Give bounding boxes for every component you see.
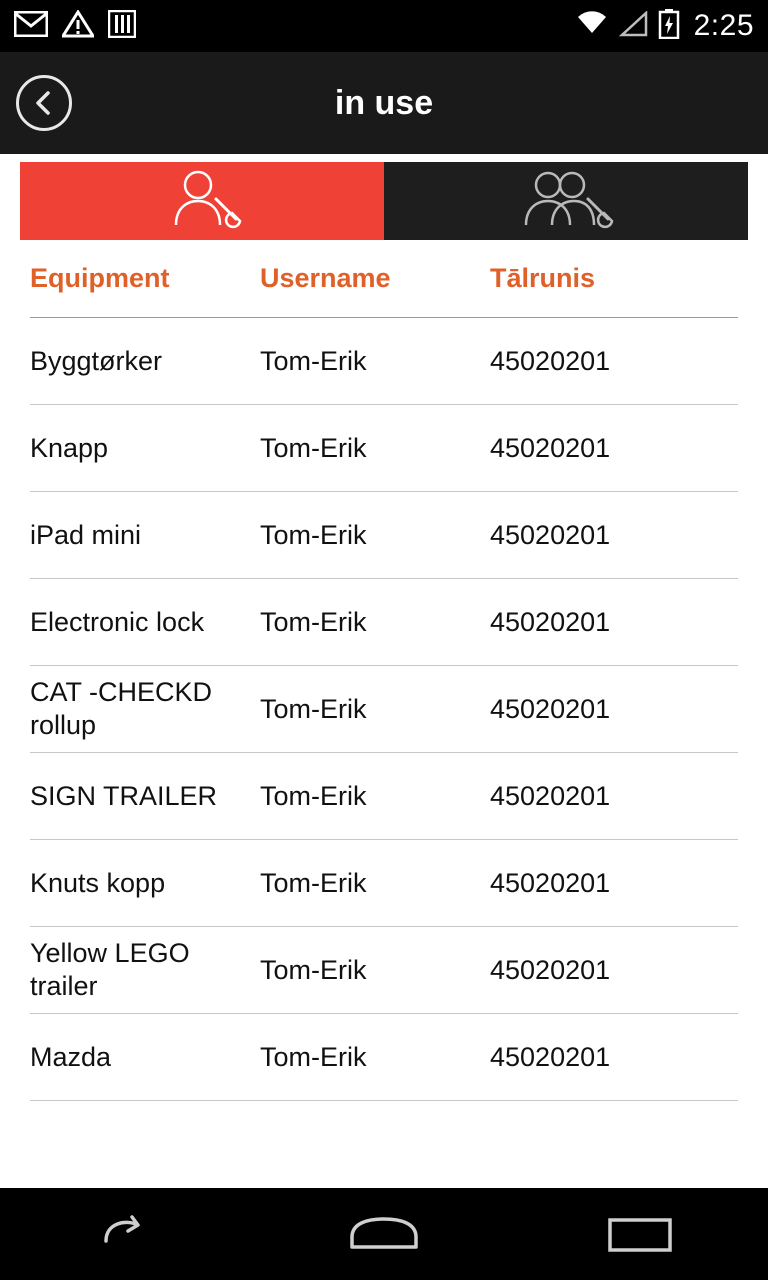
cell-username: Tom-Erik [260,519,367,550]
table-row[interactable] [30,927,738,1014]
column-header-equipment: Equipment [30,263,170,294]
cell-username: Tom-Erik [260,606,367,637]
android-navigation-bar [0,1188,768,1280]
cell-username: Tom-Erik [260,693,367,724]
android-back-icon[interactable] [68,1199,188,1269]
cell-username: Tom-Erik [260,1041,367,1072]
cell-phone: 45020201 [490,432,611,463]
cell-phone: 45020201 [490,345,611,376]
cell-equipment: Yellow LEGO trailer [30,938,190,1001]
table-row[interactable] [30,753,738,840]
cell-username: Tom-Erik [260,954,367,985]
tab-bar [0,154,768,240]
column-header-username: Username [260,263,391,294]
cell-phone: 45020201 [490,780,611,811]
cell-equipment: CAT -CHECKD rollup [30,677,213,740]
cell-equipment: Knapp [30,432,109,463]
mail-icon [14,11,48,42]
android-home-icon[interactable] [324,1199,444,1269]
bars-icon [108,10,136,43]
action-bar [0,52,768,154]
cell-phone: 45020201 [490,519,611,550]
single-person-wrench-icon [158,169,246,234]
cell-phone: 45020201 [490,1041,611,1072]
cell-equipment: Electronic lock [30,606,205,637]
table-row[interactable] [30,840,738,927]
android-recents-icon[interactable] [580,1199,700,1269]
battery-icon [658,9,680,44]
cell-username: Tom-Erik [260,432,367,463]
column-header-phone: Tālrunis [490,263,596,294]
status-bar [0,0,768,52]
status-bar-right-icons [576,9,754,44]
wifi-icon [576,11,608,42]
cell-phone: 45020201 [490,954,611,985]
cell-equipment: SIGN TRAILER [30,780,218,811]
cell-equipment: Mazda [30,1041,112,1072]
cell-equipment: Byggtørker [30,345,163,376]
warning-icon [62,10,94,43]
table-row[interactable] [30,405,738,492]
table-row[interactable] [30,318,738,405]
table-row[interactable] [30,666,738,753]
page-title: in use [334,83,434,122]
cell-phone: 45020201 [490,606,611,637]
cell-phone: 45020201 [490,693,611,724]
tab-group-users[interactable] [384,162,748,240]
table-row[interactable] [30,579,738,666]
tab-single-user[interactable] [20,162,384,240]
cell-phone: 45020201 [490,867,611,898]
cell-equipment: iPad mini [30,519,142,550]
table-row[interactable] [30,492,738,579]
status-time: 2:25 [693,9,754,42]
cell-username: Tom-Erik [260,345,367,376]
equipment-table [0,240,768,1101]
cell-username: Tom-Erik [260,867,367,898]
table-header-row [30,240,738,318]
group-people-wrench-icon [514,169,618,234]
table-row[interactable] [30,1014,738,1101]
cell-username: Tom-Erik [260,780,367,811]
cell-equipment: Knuts kopp [30,867,166,898]
screen-content [0,52,768,1240]
status-bar-left-icons [14,10,136,43]
signal-icon [618,11,648,42]
